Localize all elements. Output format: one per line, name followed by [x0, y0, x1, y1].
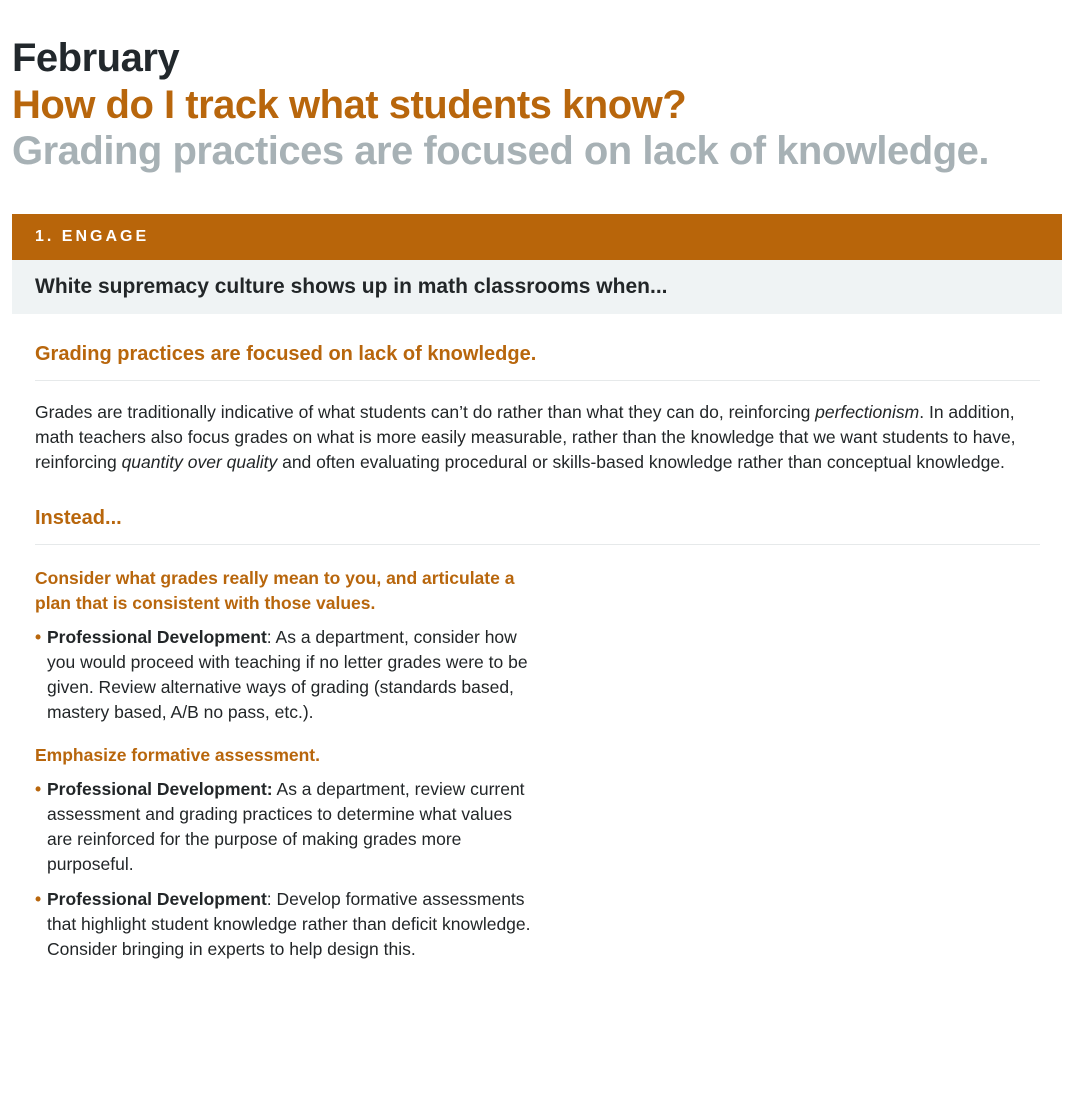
- intro-paragraph: [35, 400, 1040, 475]
- bullet-label: Professional Development:: [47, 779, 273, 799]
- intro-emphasis-1: perfectionism: [815, 402, 920, 422]
- recommendation-formative-assessment: [35, 743, 535, 962]
- list-item: [35, 887, 535, 962]
- guiding-question: How do I track what students know?: [12, 83, 687, 127]
- page-header: [12, 34, 1072, 174]
- bullet-icon: •: [35, 779, 42, 799]
- intro-text-1: Grades are traditionally indicative of what students can’t do rather than what they can do, reinforcing: [35, 402, 816, 422]
- bullet-text: : As a department, consider how you would proceed with teaching if no letter grades were to be given. Review alternative ways of grading (standards based, mastery based, A/B no pass, etc.).: [47, 627, 528, 722]
- bullet-label: Professional Development: [47, 889, 267, 909]
- section-subtitle-band: [12, 260, 1062, 314]
- intro-text-3: and often evaluating procedural or skills-based knowledge rather than conceptual knowledge.: [277, 452, 1005, 472]
- instead-heading: Instead...: [35, 507, 122, 529]
- month-title: February: [12, 36, 180, 80]
- bullet-icon: •: [35, 627, 42, 647]
- section-label: 1. ENGAGE: [35, 228, 150, 245]
- bullet-icon: •: [35, 889, 42, 909]
- intro-text-2: . In addition, math teachers also focus grades on what is more easily measurable, rather than the knowledge that we want students to have, reinforcing: [35, 402, 1016, 472]
- divider: [35, 380, 1040, 381]
- recommendation-grades-meaning: [35, 566, 535, 725]
- list-item: [35, 777, 535, 877]
- bullet-text: As a department, review current assessment and grading practices to determine what values are reinforced for the purpose of making grades more purposeful.: [47, 779, 525, 874]
- intro-heading: Grading practices are focused on lack of knowledge.: [35, 343, 537, 365]
- bullet-label: Professional Development: [47, 627, 267, 647]
- list-item: [35, 625, 535, 725]
- intro-emphasis-2: quantity over quality: [121, 452, 278, 472]
- main-content: [35, 340, 1040, 962]
- section-subtitle: White supremacy culture shows up in math classrooms when...: [35, 275, 668, 298]
- recommendation-heading: Consider what grades really mean to you, and articulate a plan that is consistent with those values.: [35, 568, 515, 613]
- focus-statement: Grading practices are focused on lack of knowledge.: [12, 129, 989, 173]
- recommendation-heading: Emphasize formative assessment.: [35, 745, 320, 765]
- bullet-text: : Develop formative assessments that highlight student knowledge rather than deficit knowledge. Consider bringing in experts to help design this.: [47, 889, 531, 959]
- section-header-bar: [12, 214, 1062, 260]
- divider: [35, 544, 1040, 545]
